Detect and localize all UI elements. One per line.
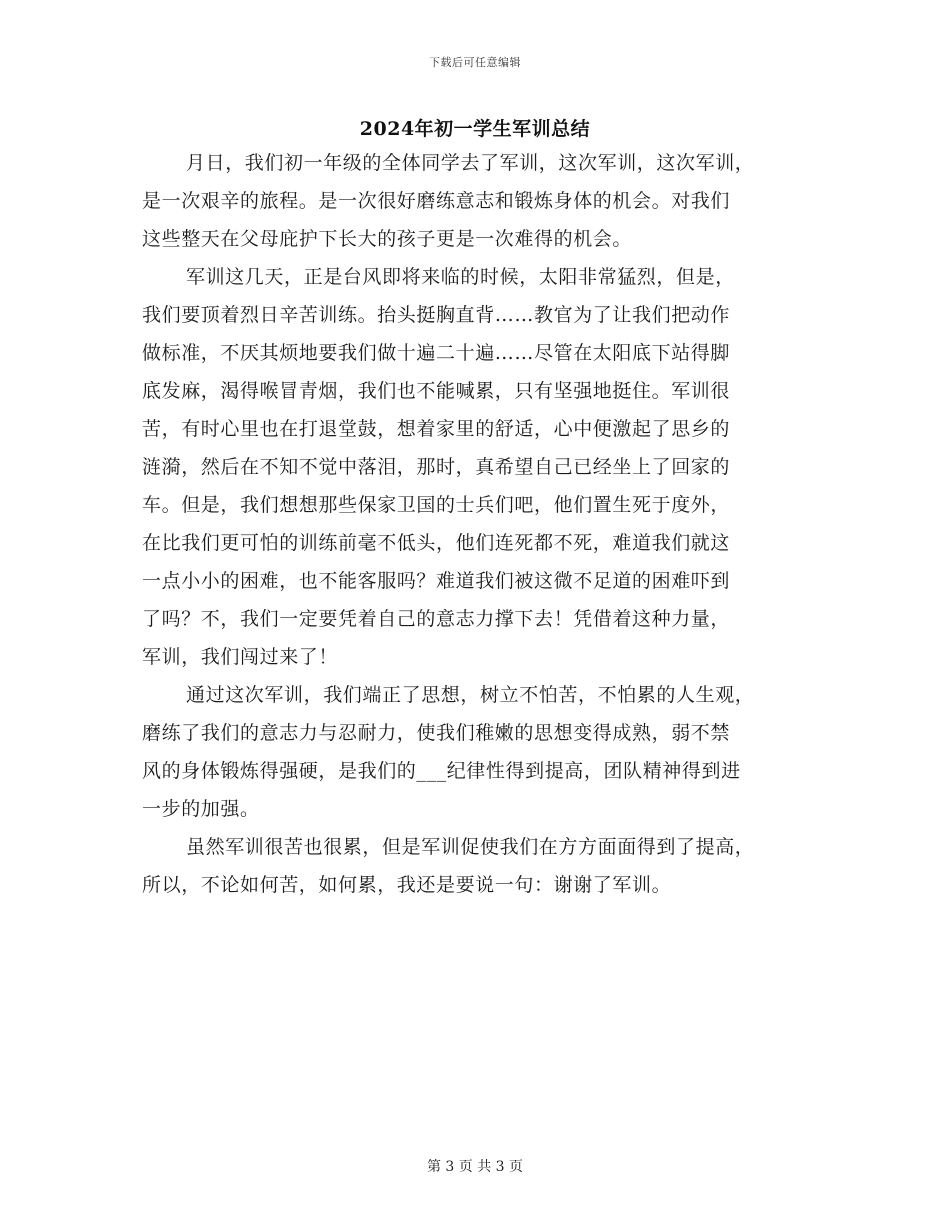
paragraph-line: 涟漪，然后在不知不觉中落泪，那时，真希望自己已经坐上了回家的 xyxy=(142,456,731,478)
paragraph-line: 了吗？不，我们一定要凭着自己的意志力撑下去！凭借着这种力量， xyxy=(142,608,731,630)
paragraph-line: 在比我们更可怕的训练前毫不低头，他们连死都不死，难道我们就这 xyxy=(142,532,731,554)
paragraph-1 xyxy=(142,144,812,258)
paragraph-line: 虽然军训很苦也很累，但是军训促使我们在方方面面得到了提高， xyxy=(186,836,755,858)
paragraph-line: 风的身体锻炼得强硬，是我们的___纪律性得到提高，团队精神得到进 xyxy=(142,760,741,782)
paragraph-line: 是一次艰辛的旅程。是一次很好磨练意志和锻炼身体的机会。对我们 xyxy=(142,190,731,212)
paragraph-line: 月日，我们初一年级的全体同学去了军训，这次军训，这次军训， xyxy=(186,152,755,174)
paragraph-line: 这些整天在父母庇护下长大的孩子更是一次难得的机会。 xyxy=(142,228,633,250)
paragraph-line: 军训这几天，正是台风即将来临的时候，太阳非常猛烈，但是， xyxy=(186,266,735,288)
paragraph-line: 磨练了我们的意志力与忍耐力，使我们稚嫩的思想变得成熟，弱不禁 xyxy=(142,722,731,744)
paragraph-line: 苦，有时心里也在打退堂鼓，想着家里的舒适，心中便激起了思乡的 xyxy=(142,418,731,440)
paragraph-line: 车。但是，我们想想那些保家卫国的士兵们吧，他们置生死于度外， xyxy=(142,494,731,516)
paragraph-line: 通过这次军训，我们端正了思想，树立不怕苦，不怕累的人生观， xyxy=(186,684,755,706)
paragraph-2 xyxy=(142,258,812,676)
page-number: 第 3 页 共 3 页 xyxy=(426,1159,524,1175)
paragraph-3 xyxy=(142,676,812,828)
paragraph-line: 军训，我们闯过来了！ xyxy=(142,646,339,668)
paragraph-line: 一点小小的困难，也不能客服吗？难道我们被这微不足道的困难吓到 xyxy=(142,570,731,592)
paragraph-4 xyxy=(142,828,812,904)
paragraph-line: 我们要顶着烈日辛苦训练。抬头挺胸直背……教官为了让我们把动作 xyxy=(142,304,731,326)
paragraph-line: 所以，不论如何苦，如何累，我还是要说一句：谢谢了军训。 xyxy=(142,874,672,896)
paragraph-line: 底发麻，渴得喉冒青烟，我们也不能喊累，只有坚强地挺住。军训很 xyxy=(142,380,731,402)
paragraph-line: 做标准，不厌其烦地要我们做十遍二十遍……尽管在太阳底下站得脚 xyxy=(142,342,731,364)
page-header: 下载后可任意编辑 xyxy=(429,56,521,69)
paragraph-line: 一步的加强。 xyxy=(142,798,260,820)
document-body xyxy=(142,144,812,904)
document-title: 2024年初一学生军训总结 xyxy=(359,118,591,140)
